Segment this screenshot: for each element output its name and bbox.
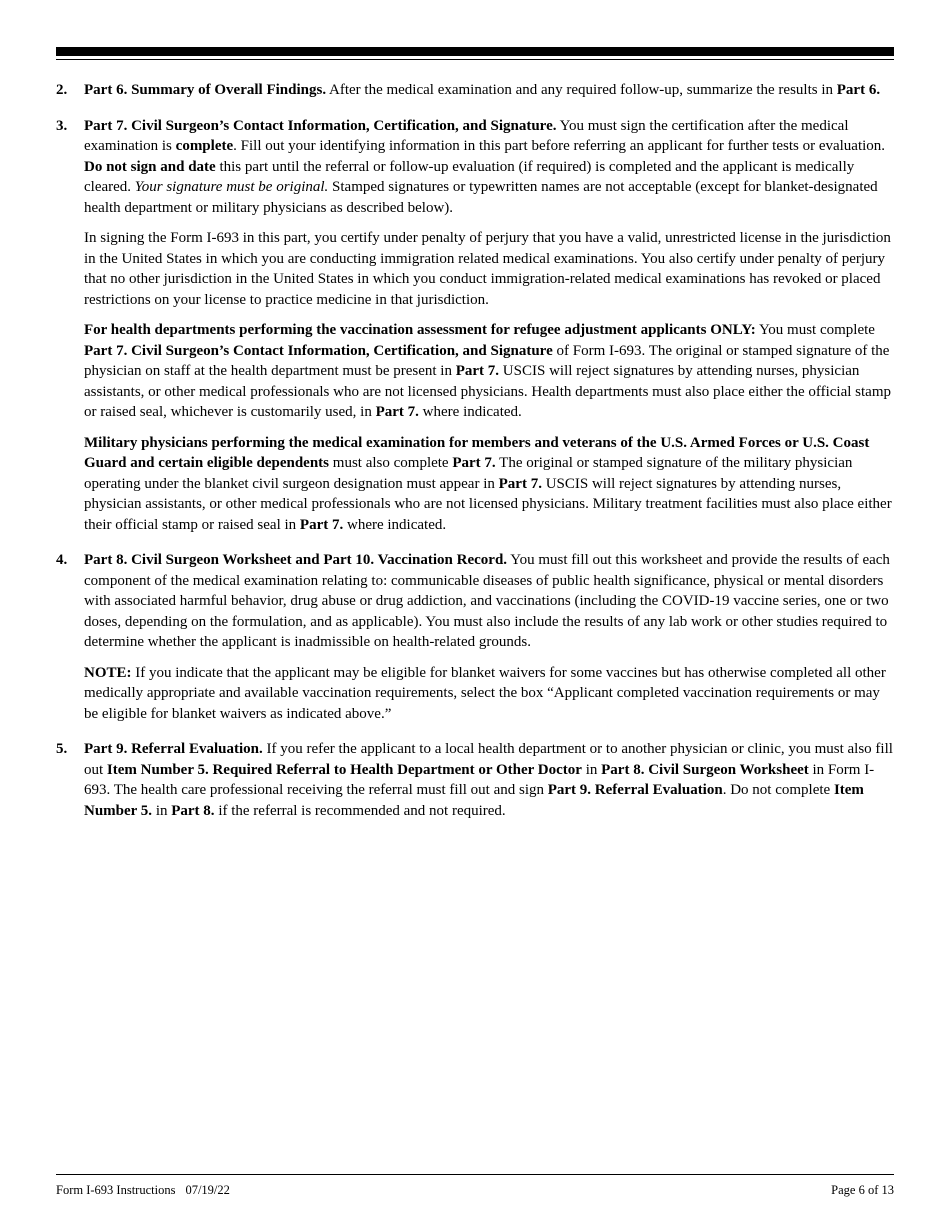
- text-run: Military physicians performing the medical examination for members and veterans of the U.S. Armed Forces or U.S. Coast Guard and certain eligible dependents: [84, 434, 870, 471]
- text-run: Part 8.: [171, 802, 215, 819]
- paragraph: [84, 116, 894, 219]
- instructions-body: [56, 80, 894, 836]
- footer-date: 07/19/22: [185, 1183, 230, 1197]
- text-run: Part 7.: [375, 404, 419, 420]
- text-run: of Form I-693. The original or stamped signature of the physician on staff at the health department must be present in: [84, 342, 890, 379]
- text-run: NOTE:: [84, 664, 132, 681]
- text-run: where indicated.: [343, 516, 447, 533]
- text-run: Part 9. Referral Evaluation: [547, 782, 723, 798]
- text-run: If you refer the applicant to a local health department or to another physician or clinic, you must also fill out: [84, 741, 893, 778]
- instruction-item-3: [56, 116, 894, 536]
- text-run: You must sign the certification after the medical examination is: [84, 117, 849, 154]
- text-run: USCIS will reject signatures by attending nurses, physician assistants, or other medical professionals who are not licensed physicians. Military treatment facilities must also place either their official stamp or raised seal in: [84, 475, 892, 533]
- footer-rule: [56, 1174, 894, 1175]
- text-run: if the referral is recommended and not required.: [214, 802, 506, 819]
- paragraph: [84, 550, 894, 653]
- text-run: For health departments performing the vaccination assessment for refugee adjustment applicants ONLY:: [84, 322, 756, 338]
- text-run: in Form I-693. The health care professional receiving the referral must fill out and sign: [84, 761, 875, 798]
- item-number: 3.: [56, 117, 68, 134]
- paragraph: [84, 739, 894, 821]
- text-run: . Do not complete: [722, 782, 834, 798]
- paragraph: [84, 663, 894, 725]
- text-run: The original or stamped signature of the military physician operating under the blanket civil surgeon designation must appear in: [84, 455, 853, 492]
- footer-form-info: [56, 1183, 230, 1198]
- text-run: complete: [175, 138, 234, 154]
- text-run: In signing the Form I-693 in this part, you certify under penalty of perjury that you have a valid, unrestricted license in the jurisdiction in the United States in which you are conducting immigration related medical examinations. You also certify under penalty of perjury that no other jurisdiction in the United States in which you conduct immigration-related medical examinations has revoked or placed restrictions on your license to practice medicine in that jurisdiction.: [84, 230, 891, 308]
- text-run: You must fill out this worksheet and provide the results of each component of the medical examination relating to: communicable diseases of public health significance, physical or mental disorders with associated harmful behavior, drug abuse or drug addiction, and vaccinations (including the COVID-19 vaccine series, one or two doses, depending on the formulation, and as applicable). You must also include the results of any lab work or other studies required to determine whether the applicant is inadmissible on health-related grounds.: [84, 552, 890, 650]
- instruction-item-2: [56, 80, 894, 101]
- text-run: must also complete: [329, 455, 453, 471]
- paragraph: [84, 228, 894, 310]
- item-number: 5.: [56, 741, 68, 757]
- text-run: After the medical examination and any required follow-up, summarize the results in: [326, 82, 837, 98]
- text-run: where indicated.: [418, 404, 522, 420]
- text-run: this part until the referral or follow-up evaluation (if required) is completed and the applicant is medically cleared.: [84, 158, 855, 195]
- text-run: Do not sign and date: [84, 158, 216, 175]
- text-run: Part 8. Civil Surgeon Worksheet: [601, 761, 809, 778]
- instruction-item-4: [56, 550, 894, 724]
- text-run: You must complete: [755, 322, 875, 338]
- text-run: Part 7.: [498, 475, 542, 492]
- text-run: in: [152, 802, 172, 819]
- text-run: Part 7. Civil Surgeon’s Contact Information, Certification, and Signature: [84, 342, 553, 359]
- text-run: Part 7.: [455, 363, 500, 379]
- text-run: Part 7. Civil Surgeon’s Contact Information, Certification, and Signature.: [84, 117, 557, 134]
- item-number: 4.: [56, 552, 68, 568]
- paragraph: [84, 433, 894, 536]
- footer-page-number: Page 6 of 13: [831, 1183, 894, 1197]
- text-run: USCIS will reject signatures by attending nurses, physician assistants, or other medical professionals who are not licensed physicians. Health departments must also place either the official stamp or raised seal, whichever is customarily used, in: [84, 363, 891, 420]
- text-run: . Fill out your identifying information in this part before referring an applicant for further tests or evaluation.: [233, 138, 886, 154]
- item-number: 2.: [56, 82, 68, 98]
- header-rule-thin: [56, 59, 894, 60]
- text-run: Item Number 5.: [84, 782, 864, 819]
- paragraph: [84, 80, 894, 101]
- text-run: Part 8. Civil Surgeon Worksheet and Part 10. Vaccination Record.: [84, 552, 508, 568]
- text-run: in: [581, 761, 602, 778]
- text-run: Your signature must be original.: [134, 179, 329, 195]
- header-rule-thick: [56, 47, 894, 56]
- instruction-item-5: [56, 739, 894, 821]
- text-run: Stamped signatures or typewritten names are not acceptable (except for blanket-designated health department or military physicians as described below).: [84, 179, 878, 216]
- text-run: Part 6. Summary of Overall Findings.: [84, 82, 327, 98]
- text-run: Item Number 5. Required Referral to Health Department or Other Doctor: [106, 761, 582, 778]
- footer-form-name: Form I-693 Instructions: [56, 1183, 176, 1197]
- text-run: Part 6.: [836, 82, 881, 98]
- paragraph: [84, 320, 894, 423]
- text-run: Part 7.: [452, 455, 496, 471]
- text-run: Part 9. Referral Evaluation.: [84, 741, 263, 757]
- text-run: If you indicate that the applicant may be eligible for blanket waivers for some vaccines but has otherwise completed all other medically appropriate and available vaccination requirements, select the box “Applicant completed vaccination requirements or may be eligible for blanket waivers as indicated above.”: [84, 664, 886, 722]
- text-run: Part 7.: [299, 516, 344, 533]
